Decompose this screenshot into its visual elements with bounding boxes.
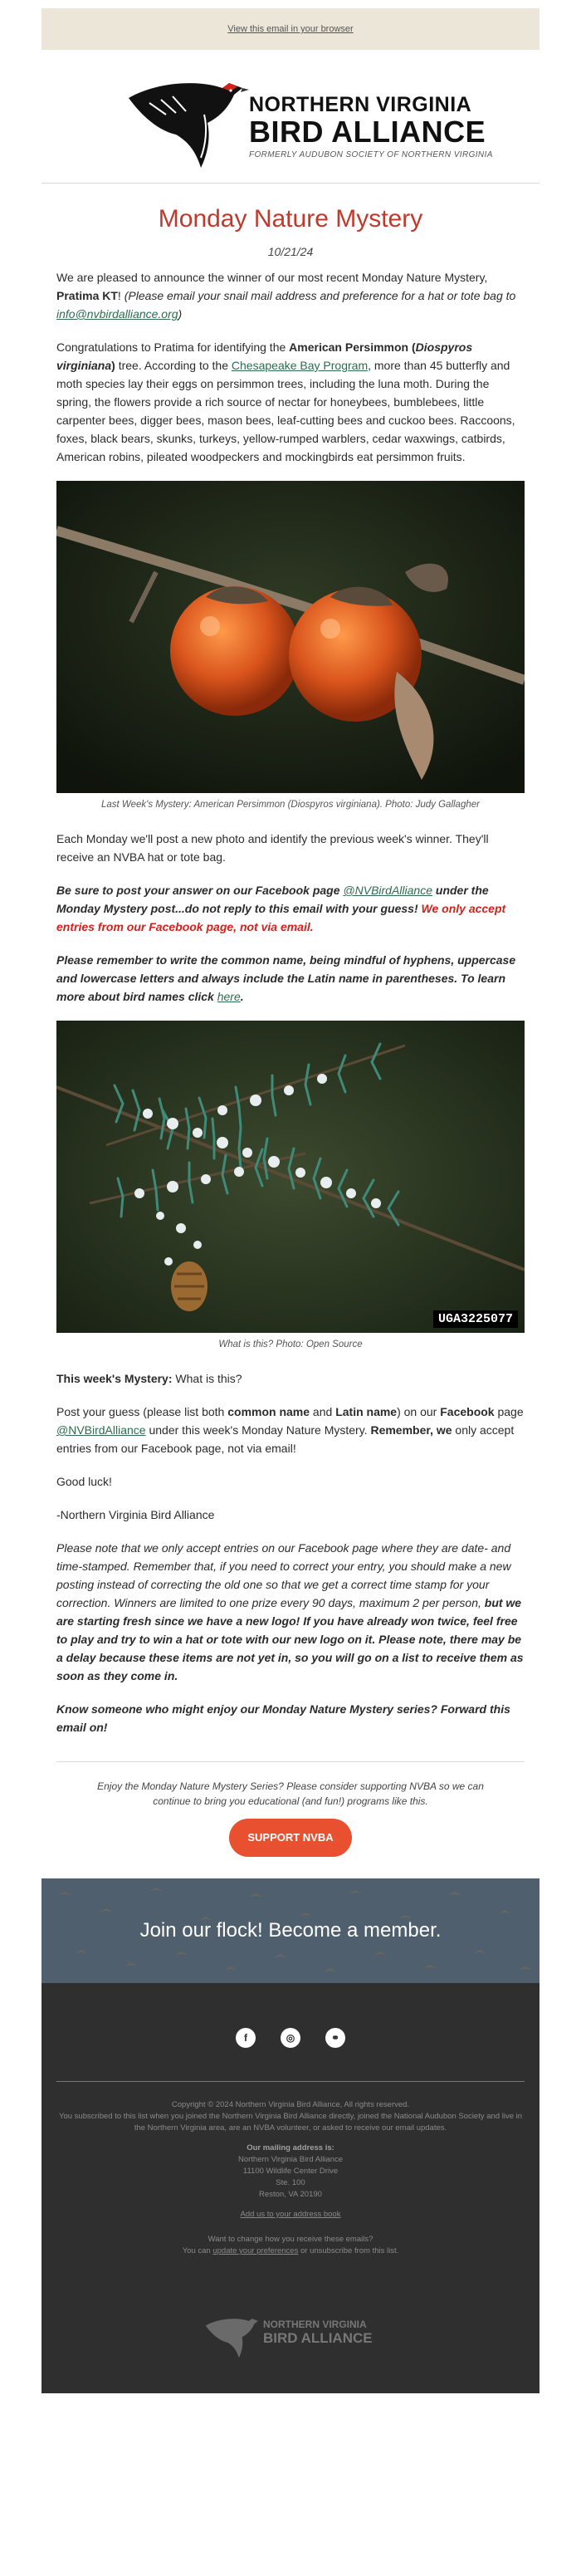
footer-text: Copyright © 2024 Northern Virginia Bird Alliance, All rights reserved. You subscribed to this list when you joined the Northern Virginia Bird Alliance directly, joined the National Audubon Society and live in the Northern Virginia area, are an NVBA volunteer, or asked to receive our email updates. Our mailing address is: Northern Virginia Bird Alliance 11100 Wildlife Center Drive Ste. 100 Reston, VA 20190 Add us to your address book Want to change how you receive these emails? You can update your preferences or unsubscribe from this list. [58, 2100, 523, 2255]
logo-line-2: BIRD ALLIANCE [249, 115, 486, 149]
main-content [42, 205, 540, 1857]
unsubscribe-link[interactable]: unsubscribe from this list [310, 2246, 397, 2255]
facebook-icon[interactable]: f [236, 2028, 256, 2048]
footer [42, 1983, 540, 2393]
copyright: Copyright © 2024 Northern Virginia Bird Alliance, All rights reserved. [171, 2100, 410, 2109]
rules-paragraph-1: Be sure to post your answer on our Facebook page @NVBirdAlliance under the Monday Mystery post...do not reply to this email with your guess! We only accept entries from our Facebook page, not via email. [56, 884, 506, 933]
support-text: Enjoy the Monday Nature Mystery Series? Please consider supporting NVBA so we can continue to bring you educational (and fun!) programs like this. [97, 1780, 484, 1807]
photo-id-tag: UGA3225077 [433, 1310, 518, 1328]
mailing-label: Our mailing address is: [247, 2143, 334, 2152]
post-guess-paragraph: Post your guess (please list both common name and Latin name) on our Facebook page @NVBirdAlliance under this week's Monday Nature Mystery. Remember, we only accept entries from our Facebook page, not via email! [56, 1405, 524, 1455]
issue-date: 10/21/24 [267, 245, 314, 258]
support-button[interactable]: SUPPORT NVBA [229, 1819, 352, 1857]
logo-line-1: NORTHERN VIRGINIA [249, 93, 472, 116]
photo2-caption: What is this? Photo: Open Source [218, 1339, 363, 1349]
header [42, 50, 540, 183]
forward-paragraph: Know someone who might enjoy our Monday Nature Mystery series? Forward this email on! [56, 1702, 510, 1734]
email-container [42, 8, 540, 2393]
subscription-notice: You subscribed to this list when you joined the Northern Virginia Bird Alliance directly, joined the National Audubon Society and live in the Northern Virginia area, are an NVBA volunteer, or asked to receive our email updates. [58, 2112, 523, 2133]
footer-logo-line-2: BIRD ALLIANCE [263, 2330, 373, 2346]
social-links [42, 2028, 540, 2048]
this-week-paragraph: This week's Mystery: What is this? [56, 1372, 242, 1385]
instagram-icon[interactable]: ◎ [281, 2028, 300, 2048]
facebook-page-link-2[interactable]: @NVBirdAlliance [56, 1423, 146, 1437]
bird-names-link[interactable]: here [217, 990, 241, 1003]
join-text: Join our flock! Become a member. [139, 1919, 442, 1942]
winner-paragraph: We are pleased to announce the winner of our most recent Monday Nature Mystery, Pratima KT! (Please email your snail mail address and preference for a hat or tote bag to info@nvbirdalliance.org) [56, 271, 516, 321]
browser-view-bar [42, 8, 540, 50]
facebook-page-link[interactable]: @NVBirdAlliance [343, 884, 432, 897]
support-divider [56, 1761, 525, 1762]
join-banner[interactable] [42, 1878, 540, 1983]
winner-name: Pratima KT [56, 289, 118, 302]
logo-tagline: FORMERLY AUDUBON SOCIETY OF NORTHERN VIRGINIA [249, 150, 493, 159]
header-divider [42, 183, 540, 184]
page-title: Monday Nature Mystery [158, 205, 423, 233]
photo1-caption: Last Week's Mystery: American Persimmon (Diospyros virginiana). Photo: Judy Gallagher [101, 800, 480, 810]
footer-divider [56, 2081, 525, 2082]
logo-wordmark [249, 93, 493, 159]
link-icon[interactable]: ⚭ [325, 2028, 345, 2048]
each-monday-paragraph: Each Monday we'll post a new photo and identify the previous week's winner. They'll receive an NVBA hat or tote bag. [56, 832, 489, 864]
mystery-photo [56, 1021, 525, 1333]
woodpecker-logo-icon [124, 65, 249, 173]
chesapeake-bay-link[interactable]: Chesapeake Bay Program [231, 359, 369, 372]
footer-logo-line-1: NORTHERN VIRGINIA [263, 2319, 367, 2330]
update-preferences-link[interactable]: update your preferences [212, 2246, 299, 2255]
add-to-address-book-link[interactable]: Add us to your address book [240, 2210, 341, 2219]
persimmon-photo [56, 481, 525, 793]
email-warning: We only accept entries from our Facebook page, not via email. [56, 902, 506, 933]
view-in-browser-link[interactable]: View this email in your browser [227, 24, 354, 34]
signature: -Northern Virginia Bird Alliance [56, 1508, 215, 1521]
good-luck: Good luck! [56, 1475, 112, 1488]
answer-paragraph: Congratulations to Pratima for identifying the American Persimmon (Diospyros virginiana) tree. According to the Chesapeake Bay Program, more than 45 butterfly and moth species lay their eggs on persimmon trees, including the luna moth. During the spring, the flowers provide a rich source of nectar for honeybees, bumblebees, little carpenter bees, digger bees, mason bees, leaf-cutting bees and cuckoo bees. Raccoons, foxes, black bears, skunks, turkeys, yellow-rumped warblers, cedar waxwings, catbirds, American robins, pileated woodpeckers and mockingbirds eat persimmon fruits. [56, 340, 515, 463]
hemlock-twig-image [56, 1021, 525, 1333]
rules-paragraph-2: Please remember to write the common name, being mindful of hyphens, uppercase and lowercase letters and always include the Latin name in parentheses. To learn more about bird names click here. [56, 953, 516, 1003]
footer-logo [203, 2305, 378, 2363]
footer-woodpecker-icon [203, 2310, 261, 2360]
email-link[interactable]: info@nvbirdalliance.org [56, 307, 178, 321]
note-paragraph: Please note that we only accept entries on our Facebook page where they are date- and time-stamped. Remember that, if you need to correct your entry, you should make a new posting instead of correcting the old one so that we get a correct time stamp for your correction. Winners are limited to one prize every 90 days, maximum 2 per person, but we are starting fresh since we have a new logo! If you have already won twice, feel free to play and try to win a hat or tote with our new logo on it. Please note, there may be a delay because these items are not yet in, so you will go on a list to receive them as soon as they come in. [56, 1541, 524, 1682]
